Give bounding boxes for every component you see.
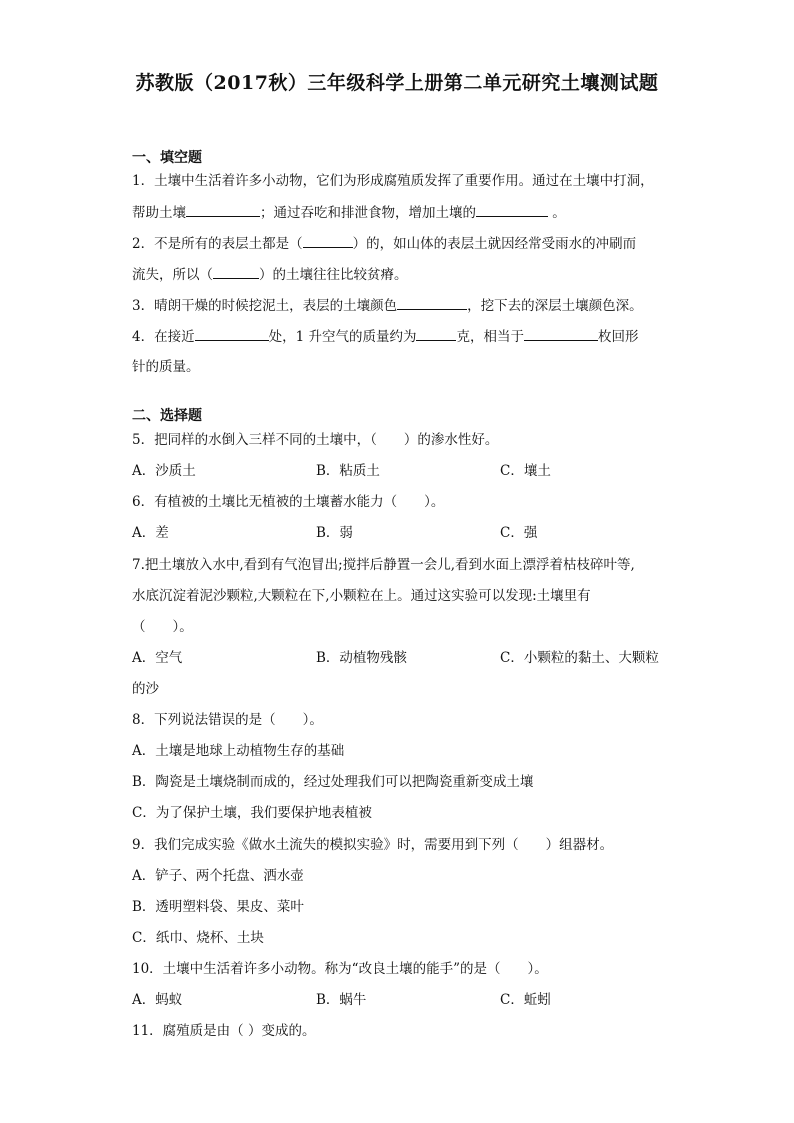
question-3-text-a: 3．晴朗干燥的时候挖泥土，表层的土壤颜色 bbox=[132, 298, 398, 314]
answer-blank[interactable] bbox=[524, 326, 598, 341]
question-1-line-1: 1．土壤中生活着许多小动物，它们为形成腐殖质发挥了重要作用。通过在土壤中打洞， bbox=[132, 173, 654, 189]
question-4-line-2: 针的质量。 bbox=[132, 359, 200, 375]
question-6-stem: 6．有植被的土壤比无植被的土壤蓄水能力（ ）。 bbox=[132, 494, 445, 510]
question-5-option-c[interactable]: C．壤土 bbox=[500, 463, 551, 479]
question-4-text-d: 枚回形 bbox=[597, 329, 639, 345]
section-heading-multiple-choice: 二、选择题 bbox=[132, 408, 202, 424]
question-8-option-a[interactable]: A．土壤是地球上动植物生存的基础 bbox=[132, 743, 345, 759]
answer-blank[interactable] bbox=[476, 202, 548, 217]
question-3-text-b: ，挖下去的深层土壤颜色深。 bbox=[467, 298, 643, 314]
question-2-text-c: 流失，所以（ bbox=[132, 267, 213, 283]
question-7-option-a[interactable]: A．空气 bbox=[132, 650, 183, 666]
question-8-option-c[interactable]: C．为了保护土壤，我们要保护地表植被 bbox=[132, 805, 372, 821]
question-7-option-b[interactable]: B．动植物残骸 bbox=[316, 650, 407, 666]
question-3-line bbox=[132, 295, 643, 316]
question-1-text-c: 。 bbox=[548, 205, 566, 221]
answer-blank[interactable] bbox=[195, 326, 269, 341]
question-10-stem: 10．土壤中生活着许多小动物。称为“改良土壤的能手”的是（ ）。 bbox=[132, 961, 548, 977]
question-10-option-a[interactable]: A．蚂蚁 bbox=[132, 992, 183, 1008]
question-2-text-a: 2．不是所有的表层土都是（ bbox=[132, 236, 303, 252]
answer-blank[interactable] bbox=[213, 264, 259, 279]
question-1-text-b: ；通过吞吃和排泄食物，增加土壤的 bbox=[260, 205, 476, 221]
question-10-option-c[interactable]: C．蚯蚓 bbox=[500, 992, 551, 1008]
question-1-text-a: 帮助土壤 bbox=[132, 205, 186, 221]
question-5-stem: 5．把同样的水倒入三样不同的土壤中，（ ）的渗水性好。 bbox=[132, 432, 499, 448]
answer-blank[interactable] bbox=[397, 295, 467, 310]
question-4-line-1 bbox=[132, 326, 638, 347]
question-5-option-b[interactable]: B．粘质土 bbox=[316, 463, 380, 479]
question-2-text-b: ）的，如山体的表层土就因经常受雨水的冲刷而 bbox=[352, 236, 637, 252]
question-7-option-c[interactable]: C．小颗粒的黏土、大颗粒 bbox=[500, 650, 659, 666]
page-title: 苏教版（2017秋）三年级科学上册第二单元研究土壤测试题 bbox=[135, 72, 659, 94]
question-2-text-d: ）的土壤往往比较贫瘠。 bbox=[259, 267, 408, 283]
question-4-text-a: 4．在接近 bbox=[132, 329, 195, 345]
question-7-line-1: 7.把土壤放入水中,看到有气泡冒出;搅拌后静置一会儿,看到水面上漂浮着枯枝碎叶等, bbox=[132, 557, 635, 573]
question-11-stem: 11．腐殖质是由（ ）变成的。 bbox=[132, 1023, 316, 1039]
question-2-line-2 bbox=[132, 264, 408, 285]
question-4-text-c: 克，相当于 bbox=[456, 329, 524, 345]
question-2-line-1 bbox=[132, 233, 636, 254]
answer-blank[interactable] bbox=[186, 202, 260, 217]
question-6-option-c[interactable]: C．强 bbox=[500, 525, 538, 541]
question-7-line-3: （ ）。 bbox=[132, 619, 193, 635]
section-heading-fill-in: 一、填空题 bbox=[132, 150, 202, 166]
question-9-option-c[interactable]: C．纸巾、烧杯、土块 bbox=[132, 930, 264, 946]
question-8-option-b[interactable]: B．陶瓷是土壤烧制而成的，经过处理我们可以把陶瓷重新变成土壤 bbox=[132, 774, 534, 790]
question-6-option-b[interactable]: B．弱 bbox=[316, 525, 353, 541]
question-4-text-b: 处，1 升空气的质量约为 bbox=[268, 329, 417, 345]
answer-blank[interactable] bbox=[416, 326, 456, 341]
answer-blank[interactable] bbox=[303, 233, 353, 248]
question-9-option-b[interactable]: B．透明塑料袋、果皮、菜叶 bbox=[132, 899, 304, 915]
question-6-option-a[interactable]: A．差 bbox=[132, 525, 169, 541]
question-9-option-a[interactable]: A．铲子、两个托盘、洒水壶 bbox=[132, 868, 304, 884]
question-7-option-c-continued: 的沙 bbox=[132, 681, 159, 697]
question-1-line-2 bbox=[132, 202, 566, 223]
question-8-stem: 8．下列说法错误的是（ ）。 bbox=[132, 712, 323, 728]
question-5-option-a[interactable]: A．沙质土 bbox=[132, 463, 196, 479]
question-10-option-b[interactable]: B．蜗牛 bbox=[316, 992, 367, 1008]
question-7-line-2: 水底沉淀着泥沙颗粒,大颗粒在下,小颗粒在上。通过这实验可以发现:土壤里有 bbox=[132, 588, 591, 604]
question-9-stem: 9．我们完成实验《做水土流失的模拟实验》时，需要用到下列（ ）组器材。 bbox=[132, 837, 614, 853]
